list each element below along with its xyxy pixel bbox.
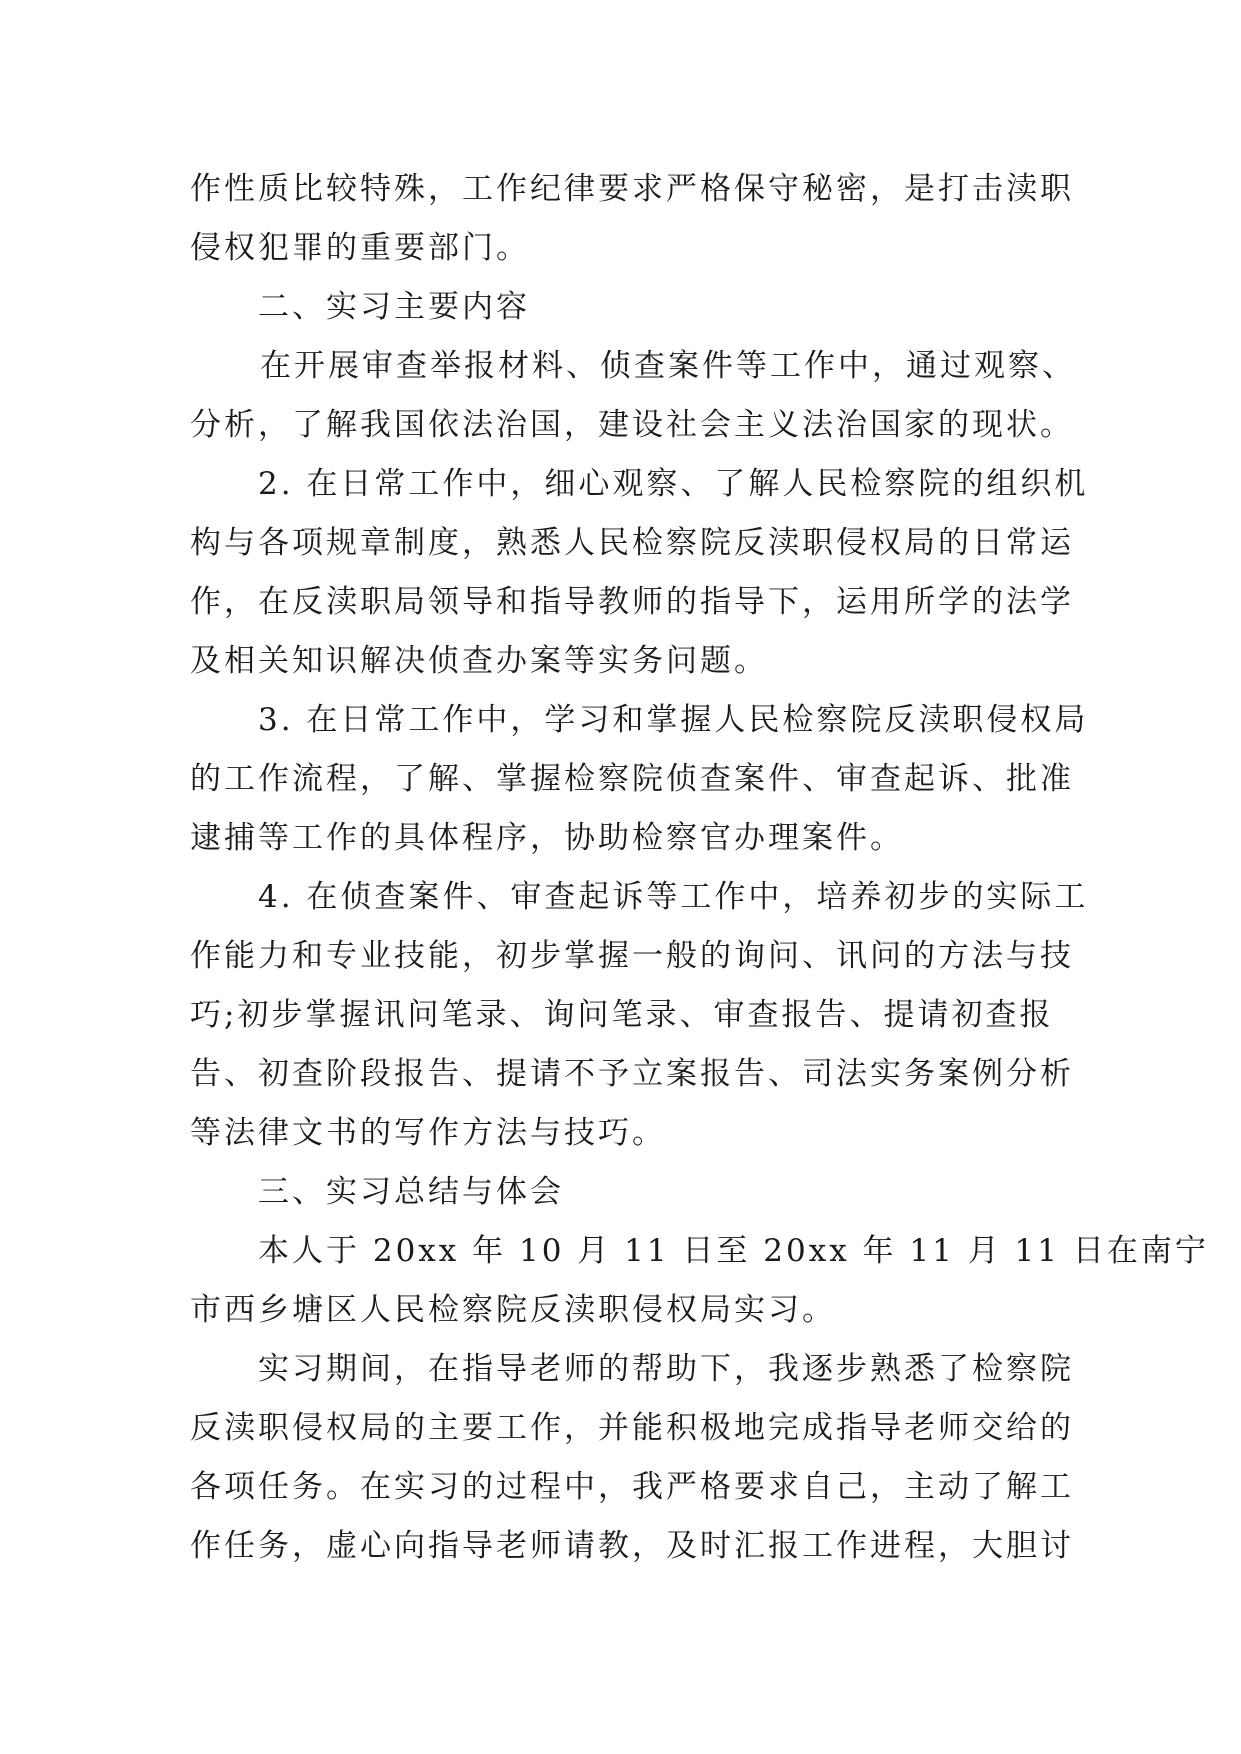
list-item-start: 4. 在侦查案件、审查起诉等工作中，培养初步的实际工	[258, 879, 1089, 915]
text-line: 作性质比较特殊，工作纪律要求严格保守秘密，是打击渎职	[190, 171, 1074, 207]
text-line: 在开展审查举报材料、侦查案件等工作中，通过观察、	[260, 348, 1076, 384]
text-line: 的工作流程，了解、掌握检察院侦查案件、审查起诉、批准	[190, 761, 1074, 797]
section-heading: 三、实习总结与体会	[258, 1174, 564, 1210]
text-line: 作能力和专业技能，初步掌握一般的询问、讯问的方法与技	[190, 938, 1074, 974]
list-item-start: 2. 在日常工作中，细心观察、了解人民检察院的组织机	[258, 466, 1089, 502]
text-line: 构与各项规章制度，熟悉人民检察院反渎职侵权局的日常运	[190, 525, 1074, 561]
text-line: 告、初查阶段报告、提请不予立案报告、司法实务案例分析	[190, 1056, 1074, 1092]
text-line: 分析，了解我国依法治国，建设社会主义法治国家的现状。	[190, 407, 1074, 443]
text-line: 侵权犯罪的重要部门。	[190, 230, 530, 266]
text-line: 各项任务。在实习的过程中，我严格要求自己，主动了解工	[190, 1469, 1074, 1505]
text-line: 及相关知识解决侦查办案等实务问题。	[190, 643, 768, 679]
text-line: 等法律文书的写作方法与技巧。	[190, 1115, 666, 1151]
text-line: 逮捕等工作的具体程序，协助检察官办理案件。	[190, 820, 904, 856]
text-line: 作任务，虚心向指导老师请教，及时汇报工作进程，大胆讨	[190, 1528, 1074, 1564]
text-line: 反渎职侵权局的主要工作，并能积极地完成指导老师交给的	[190, 1410, 1074, 1446]
paragraph-start: 实习期间，在指导老师的帮助下，我逐步熟悉了检察院	[258, 1351, 1074, 1387]
document-body	[190, 160, 1209, 1576]
text-line: 市西乡塘区人民检察院反渎职侵权局实习。	[190, 1292, 836, 1328]
text-line: 巧;初步掌握讯问笔录、询问笔录、审查报告、提请初查报	[190, 997, 1054, 1033]
section-heading: 二、实习主要内容	[258, 289, 530, 325]
list-item-start: 3. 在日常工作中，学习和掌握人民检察院反渎职侵权局	[258, 702, 1089, 738]
text-line: 作，在反渎职局领导和指导教师的指导下，运用所学的法学	[190, 584, 1074, 620]
paragraph-start: 本人于 20xx 年 10 月 11 日至 20xx 年 11 月 11 日在南宁	[258, 1233, 1209, 1269]
